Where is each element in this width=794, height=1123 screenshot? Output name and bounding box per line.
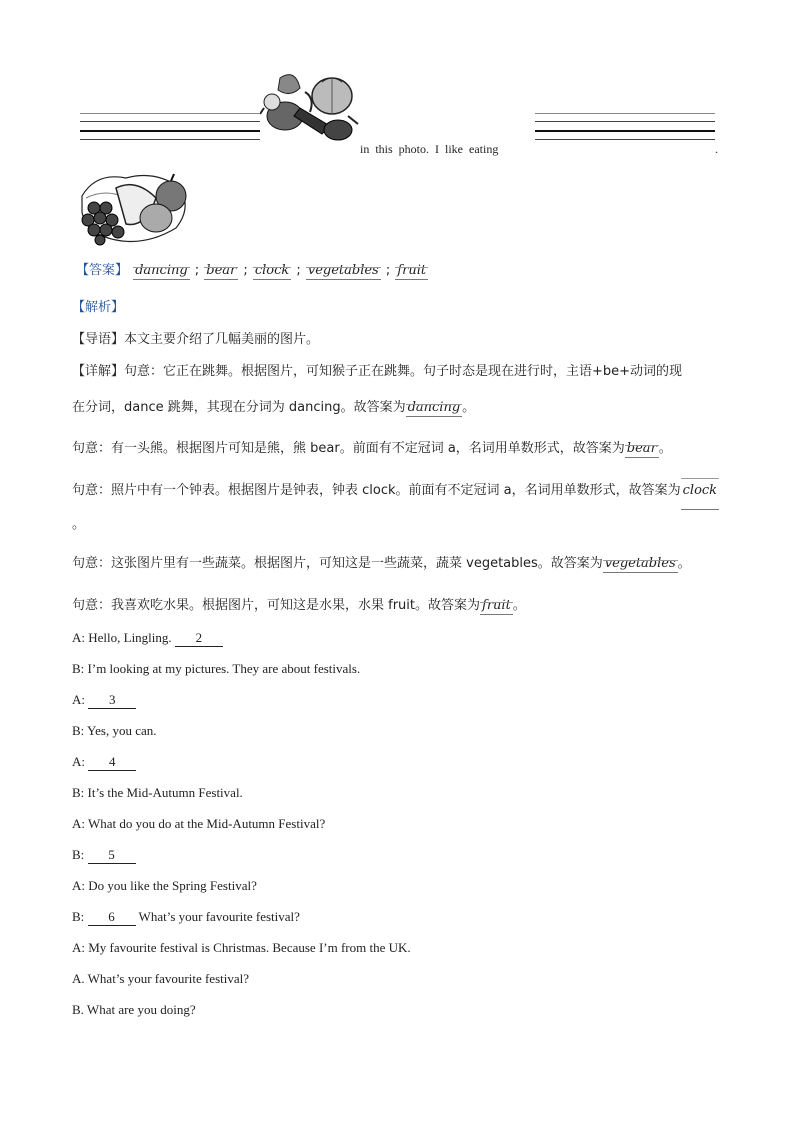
vegetables-image <box>260 68 360 150</box>
answer-item: bear <box>206 263 237 278</box>
dialogue-text: A: <box>72 754 89 769</box>
bear-text-end: 。 <box>658 441 672 456</box>
answer-item: clock <box>254 263 290 278</box>
guide-label: 【导语】 <box>72 332 125 347</box>
dancing-answer: dancing <box>407 400 461 415</box>
clock-explanation <box>72 474 732 542</box>
fruit-answer: fruit <box>482 598 511 613</box>
dialogue-line <box>72 971 732 1002</box>
answer-separator: ; <box>385 263 391 278</box>
blank-6[interactable]: 6 <box>88 909 136 926</box>
dialogue-line <box>72 630 732 661</box>
answer-item: fruit <box>397 263 427 278</box>
blank-5[interactable]: 5 <box>88 847 136 864</box>
fruit-explanation <box>72 594 526 613</box>
vegetables-text-end: 。 <box>677 556 691 571</box>
bear-explanation <box>72 437 672 456</box>
dialogue-line <box>72 785 732 816</box>
guide-text: 本文主要介绍了几幅美丽的图片。 <box>124 332 320 347</box>
clock-text: 句意：照片中有一个钟表。根据图片是钟表，钟表 clock。前面有不定冠词 a，名词用单数形式，故答案为 <box>72 483 681 498</box>
detail-line-1 <box>72 360 682 379</box>
bear-text: 句意：有一头熊。根据图片可知是熊，熊 bear。前面有不定冠词 a，名词用单数形式，故答案为 <box>72 441 625 456</box>
answer-separator: ; <box>194 263 200 278</box>
sentence-tail: in this photo. I like eating <box>360 142 499 156</box>
vegetables-text: 句意：这张图片里有一些蔬菜。根据图片，可知这是一些蔬菜，蔬菜 vegetables。故答案为 <box>72 556 603 571</box>
clock-answer: clock <box>681 474 719 508</box>
vegetables-answer: vegetables <box>604 556 676 571</box>
detail-text: 在分词，dance 跳舞，其现在分词为 dancing。故答案为 <box>72 400 406 415</box>
dialogue-text: B: It’s the Mid-Autumn Festival. <box>72 785 243 800</box>
detail-text: 句意：它正在跳舞。根据图片，可知猴子正在跳舞。句子时态是现在进行时，主语+be+动词的现 <box>124 364 683 379</box>
dialogue <box>72 630 732 1033</box>
writing-lines-left <box>80 113 260 139</box>
dialogue-line <box>72 878 732 909</box>
dialogue-line <box>72 816 732 847</box>
dialogue-text: A: <box>72 692 89 707</box>
dialogue-line <box>72 909 732 940</box>
answer-separator: ; <box>296 263 301 278</box>
dialogue-text: A: Do you like the Spring Festival? <box>72 878 257 893</box>
answer-label: 【答案】 <box>76 263 129 278</box>
blank-3[interactable]: 3 <box>88 692 136 709</box>
fruit-image <box>76 168 194 248</box>
sentence-period: . <box>715 142 718 156</box>
dialogue-text: B: <box>72 847 88 862</box>
bear-answer: bear <box>626 441 657 456</box>
analysis-label: 【解析】 <box>72 300 125 315</box>
dialogue-text: B: Yes, you can. <box>72 723 157 738</box>
dialogue-text: A: Hello, Lingling. <box>72 630 175 645</box>
dialogue-line <box>72 754 732 785</box>
dialogue-line <box>72 692 732 723</box>
dialogue-text: What’s your favourite festival? <box>135 909 300 924</box>
dialogue-line <box>72 723 732 754</box>
writing-lines-right <box>535 113 715 139</box>
dialogue-line <box>72 1002 732 1033</box>
dialogue-text: B: I’m looking at my pictures. They are about festivals. <box>72 661 361 676</box>
dialogue-text: B: <box>72 909 88 924</box>
dialogue-text: A: What do you do at the Mid-Autumn Festival? <box>72 816 326 831</box>
answer-item: dancing <box>135 263 188 278</box>
fruit-text: 句意：我喜欢吃水果。根据图片，可知这是水果，水果 fruit。故答案为 <box>72 598 481 613</box>
dialogue-text: A. What’s your favourite festival? <box>72 971 250 986</box>
dialogue-line <box>72 661 732 692</box>
dialogue-line <box>72 940 732 971</box>
fruit-text-end: 。 <box>512 598 526 613</box>
detail-text: 。 <box>462 400 476 415</box>
blank-4[interactable]: 4 <box>88 754 136 771</box>
answer-line <box>76 259 428 278</box>
answer-separator: ; <box>243 263 248 278</box>
guide-line <box>72 328 319 347</box>
dialogue-text: B. What are you doing? <box>72 1002 196 1017</box>
dialogue-text: A: My favourite festival is Christmas. Because I’m from the UK. <box>72 940 411 955</box>
vegetables-explanation <box>72 552 691 571</box>
detail-line-2 <box>72 396 475 415</box>
answer-item: vegetables <box>307 263 379 278</box>
clock-text-end: 。 <box>72 517 86 532</box>
blank-2[interactable]: 2 <box>175 630 223 647</box>
detail-label: 【详解】 <box>72 364 125 379</box>
dialogue-line <box>72 847 732 878</box>
